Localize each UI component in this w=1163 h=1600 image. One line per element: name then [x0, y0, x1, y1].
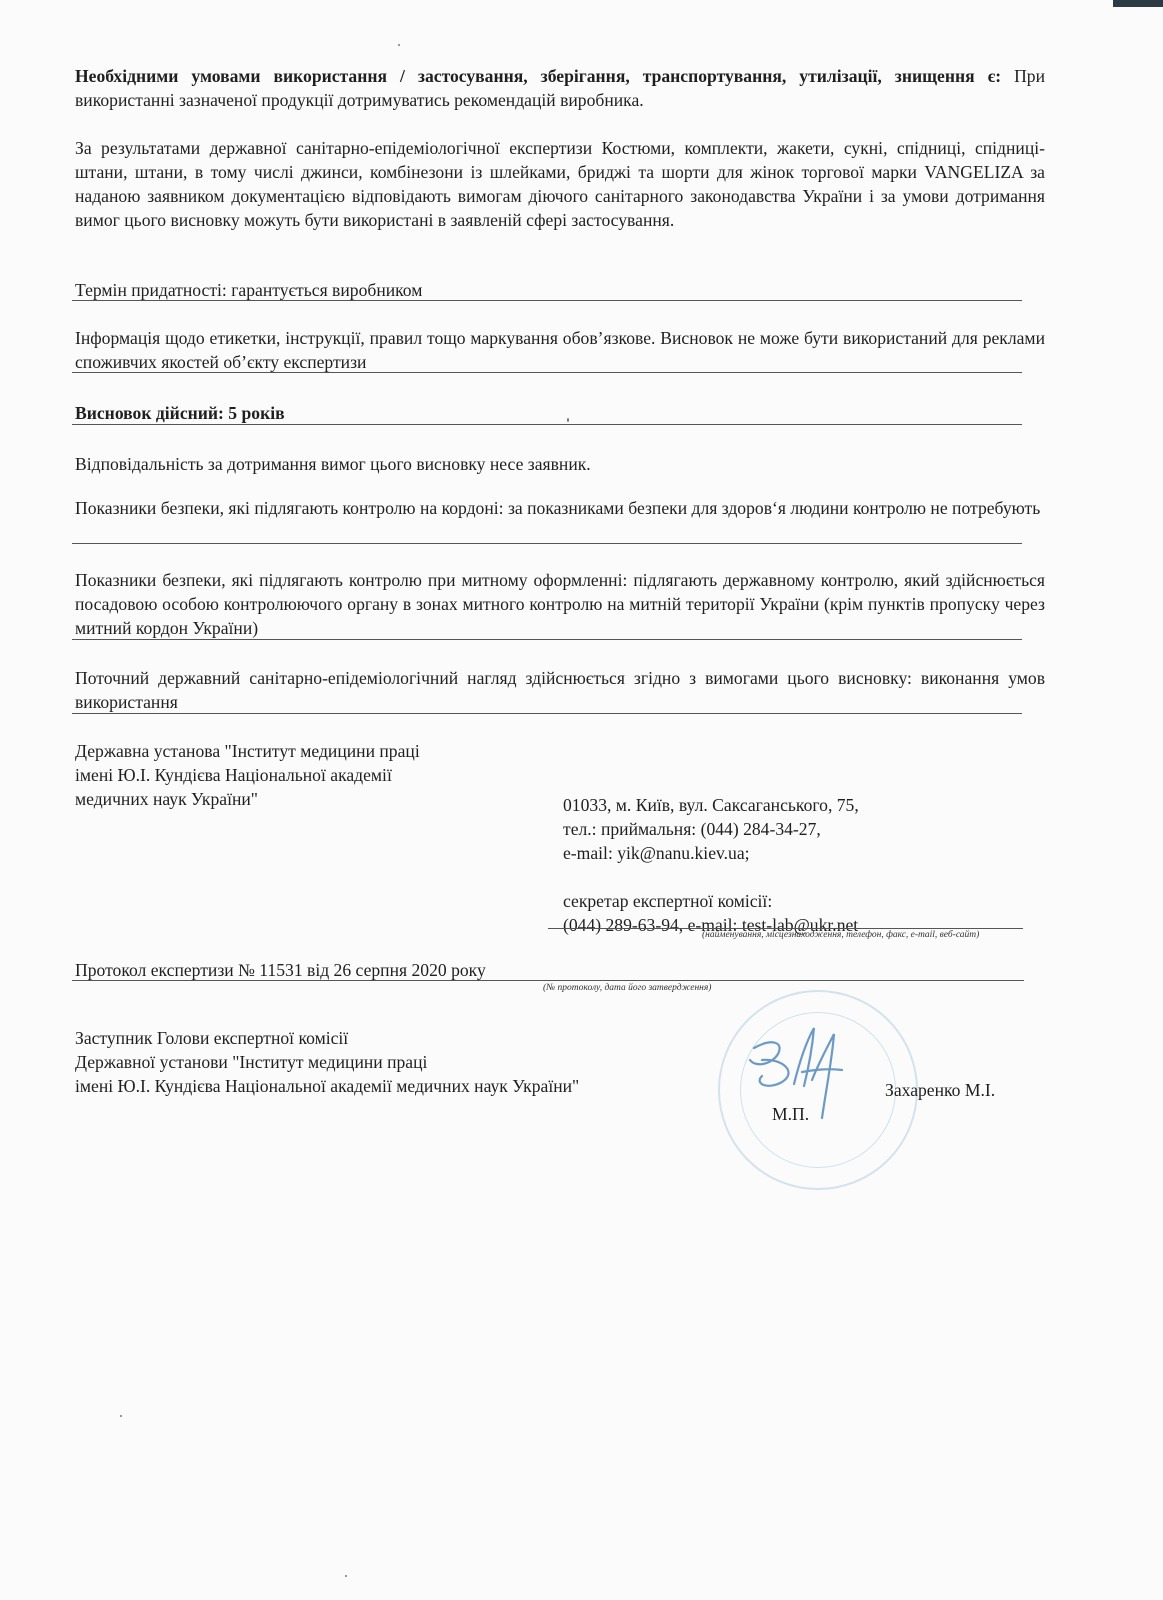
signatory-line: Заступник Голови експертної комісії — [75, 1028, 349, 1048]
scan-speck — [398, 44, 400, 46]
scan-speck — [120, 1415, 122, 1417]
responsibility: Відповідальність за дотримання вимог цього висновку несе заявник. — [75, 454, 591, 474]
seal-label: М.П. — [772, 1104, 810, 1124]
address-note: (найменування, місцезнаходження, телефон, факс, e-mail, веб-сайт) — [702, 930, 980, 940]
scan-corner-mark — [1113, 0, 1163, 7]
signatory-name: Захаренко М.І. — [885, 1080, 996, 1100]
divider — [72, 300, 1022, 301]
signatory-title — [75, 1026, 579, 1098]
conditions-paragraph — [75, 64, 1045, 112]
divider — [548, 928, 1023, 929]
supervision: Поточний державний санітарно-епідеміологічний нагляд здійснюється згідно з вимогами цього висновку: виконання умов використання — [75, 668, 1045, 712]
shelf-life: Термін придатності: гарантується виробником — [75, 280, 423, 300]
institution-line: медичних наук України" — [75, 789, 258, 809]
institution-line: імені Ю.І. Кундієва Національної академії — [75, 765, 392, 785]
conditions-text: При використанні зазначеної продукції дотримуватись рекомендацій виробника. — [75, 66, 1045, 110]
address-line: (044) 289-63-94, e-mail: test-lab@ukr.net — [563, 915, 859, 935]
results-paragraph: За результатами державної санітарно-епідеміологічної експертизи Костюми, комплекти, жакети, сукні, спідниці, спідниці-штани, штани, в тому числі джинси, комбінезони із шлейками, бриджі та шорти для жінок торгової марки VANGELIZA за наданою заявником документацією відповідають вимогам діючого санітарного законодавства України і за умови дотримання вимог цього висновку можуть бути використані в заявленій сфері застосування. — [75, 138, 1045, 230]
institution-line: Державна установа "Інститут медицини праці — [75, 741, 420, 761]
customs-control: Показники безпеки, які підлягають контролю при митному оформленні: підлягають державному контролю, який здійснюється посадовою особою контролюючого органу в зонах митного контролю на митній території України (крім пунктів пропуску через митний кордон України) — [75, 570, 1045, 638]
address-line: e-mail: yik@nanu.kiev.ua; — [563, 843, 750, 863]
validity: Висновок дійсний: 5 років — [75, 403, 285, 423]
divider — [72, 713, 1022, 714]
institution-address — [563, 793, 859, 937]
address-line: секретар експертної комісії: — [563, 891, 773, 911]
border-control: Показники безпеки, які підлягають контролю на кордоні: за показниками безпеки для здоров‘я людини контролю не потребують — [75, 498, 1041, 518]
signatory-line: імені Ю.І. Кундієва Національної академії медичних наук України" — [75, 1076, 580, 1096]
signatory-line: Державної установи "Інститут медицини праці — [75, 1052, 428, 1072]
institution-name — [75, 739, 420, 811]
divider — [72, 372, 1022, 373]
divider — [72, 980, 1024, 981]
divider — [72, 639, 1022, 640]
divider — [72, 424, 1022, 425]
scan-speck — [345, 1575, 347, 1577]
address-line: тел.: приймальня: (044) 284-34-27, — [563, 819, 821, 839]
label-info: Інформація щодо етикетки, інструкції, правил тощо маркування обов’язкове. Висновок не може бути використаний для реклами споживчих якостей об’єкту експертизи — [75, 328, 1045, 372]
protocol-note: (№ протоколу, дата його затвердження) — [543, 983, 712, 993]
divider — [72, 543, 1022, 544]
conditions-heading: Необхідними умовами використання / застосування, зберігання, транспортування, утилізації, знищення є: — [75, 66, 1002, 86]
protocol-line: Протокол експертизи № 11531 від 26 серпня 2020 року — [75, 960, 486, 980]
address-line: 01033, м. Київ, вул. Саксаганського, 75, — [563, 795, 859, 815]
